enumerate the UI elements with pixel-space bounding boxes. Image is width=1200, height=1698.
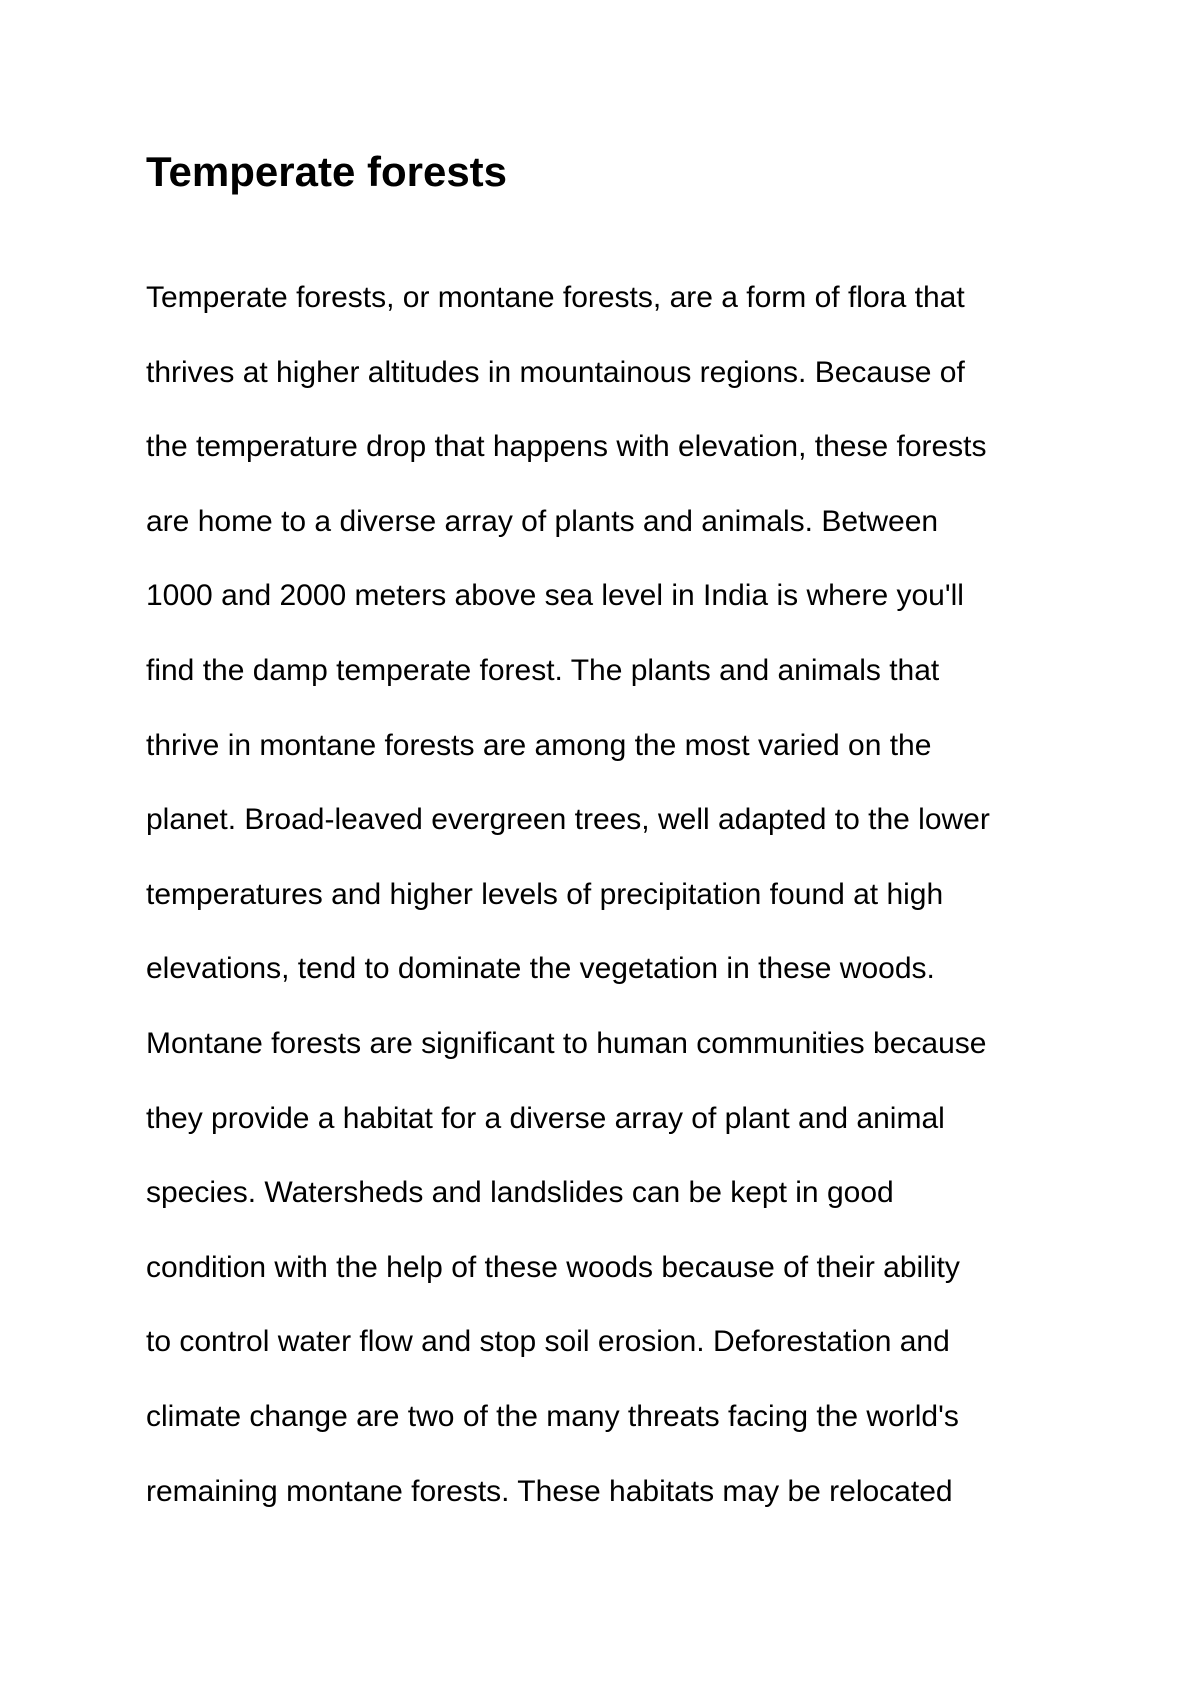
text-line: elevations, tend to dominate the vegetation in these woods. xyxy=(146,952,935,986)
text-line: to control water flow and stop soil erosion. Deforestation and xyxy=(146,1325,950,1359)
text-line: condition with the help of these woods because of their ability xyxy=(146,1250,960,1284)
text-line: temperatures and higher levels of precipitation found at high xyxy=(146,877,944,911)
document-title: Temperate forests xyxy=(146,148,508,195)
text-line: find the damp temperate forest. The plants and animals that xyxy=(146,653,940,687)
text-line: species. Watersheds and landslides can be kept in good xyxy=(146,1176,894,1210)
text-line: are home to a diverse array of plants and animals. Between xyxy=(146,504,939,538)
text-line: the temperature drop that happens with elevation, these forests xyxy=(146,430,987,464)
text-line: planet. Broad-leaved evergreen trees, well adapted to the lower xyxy=(146,803,990,837)
text-line: Montane forests are significant to human communities because xyxy=(146,1026,987,1060)
text-line: remaining montane forests. These habitats may be relocated xyxy=(146,1474,953,1508)
text-line: 1000 and 2000 meters above sea level in India is where you'll xyxy=(146,579,964,613)
text-line: climate change are two of the many threats facing the world's xyxy=(146,1399,959,1433)
body-paragraph xyxy=(146,278,1106,1546)
text-line: thrives at higher altitudes in mountainous regions. Because of xyxy=(146,355,965,389)
text-line: Temperate forests, or montane forests, are a form of flora that xyxy=(146,281,965,314)
text-line: they provide a habitat for a diverse array of plant and animal xyxy=(146,1101,945,1135)
text-line: thrive in montane forests are among the most varied on the xyxy=(146,728,932,762)
